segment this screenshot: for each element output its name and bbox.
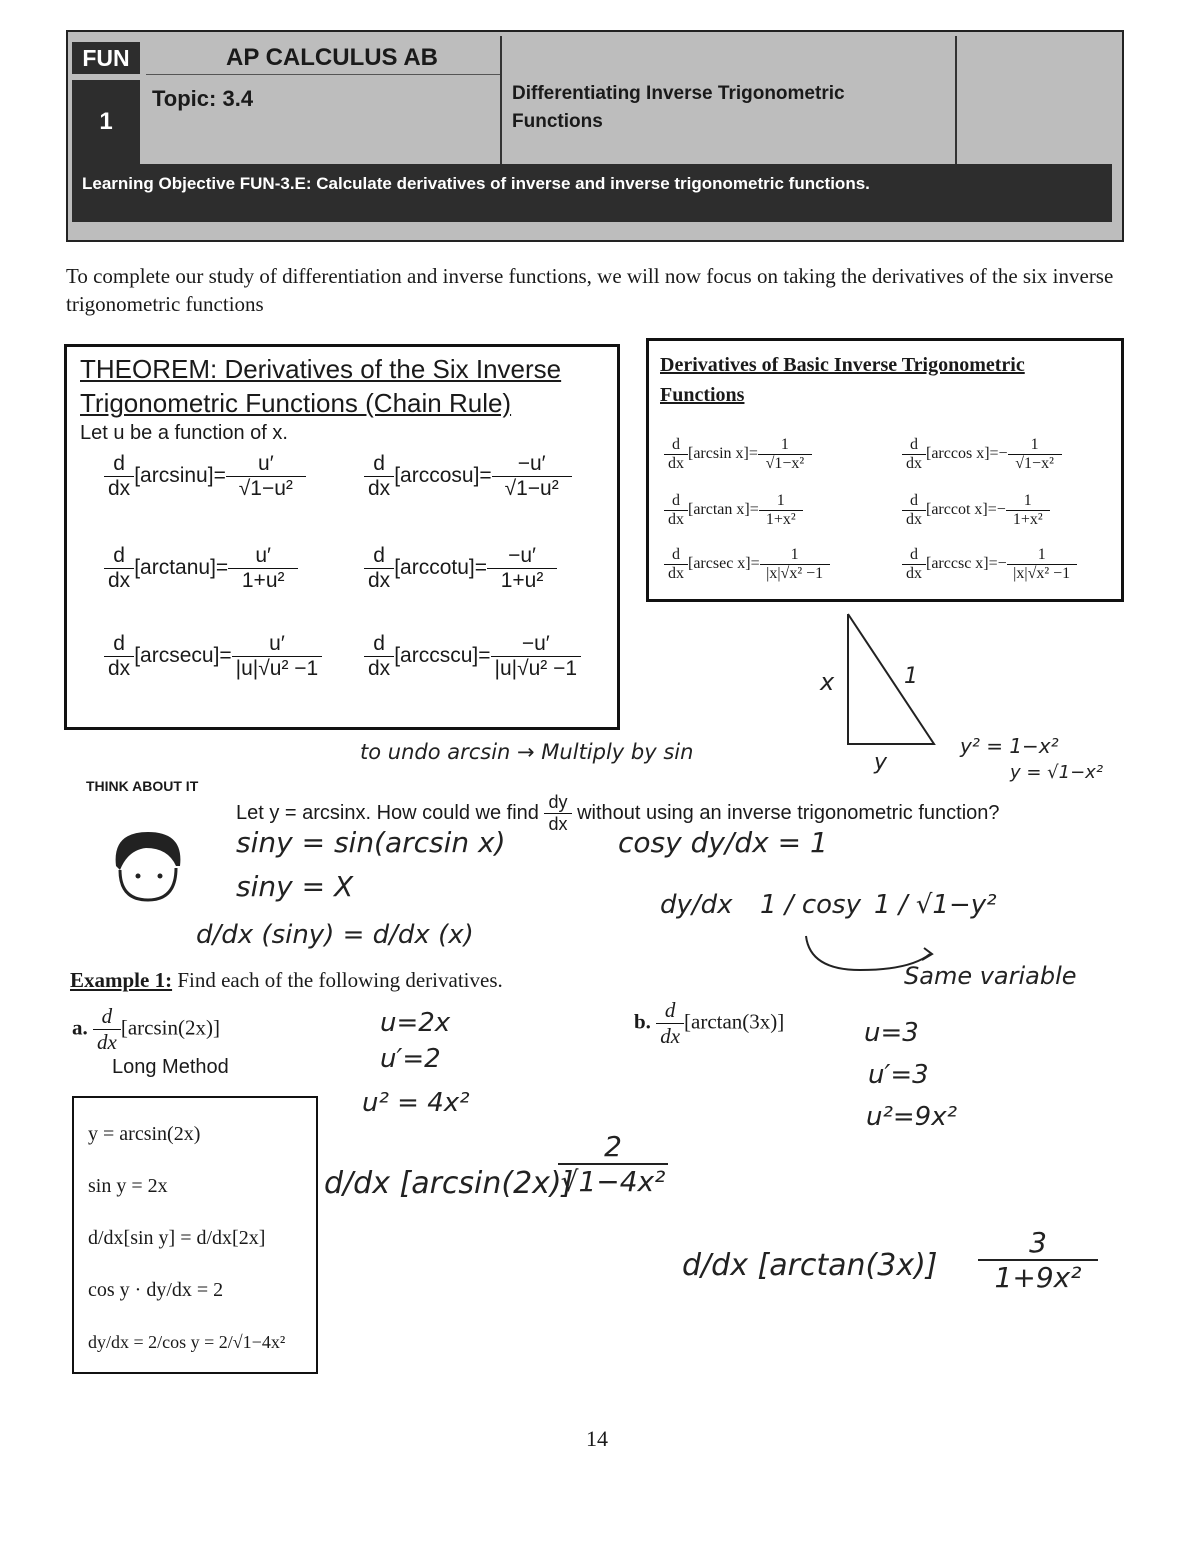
triangle-label-hyp: 1 — [904, 664, 918, 689]
formula-fn: arctan x — [693, 501, 745, 519]
basic-title-line: Derivatives of Basic Inverse Trigonometric — [660, 354, 1025, 376]
basic-formula: $\frac{d}{dx}$ [arcsin x]= $\frac{1}{\text{√1−x²}}$ — [664, 436, 812, 473]
theorem-formula: $\frac{d}{dx}$ [arccosu]= $\frac{-u'}{\text{√1−u²}}$ — [364, 452, 572, 501]
formula-den: |u|√u² −1 — [235, 657, 319, 680]
formula-den: √1−u² — [504, 477, 559, 500]
formula-den: 1+u² — [241, 569, 285, 592]
answer-den: √1−4x² — [560, 1165, 666, 1198]
header-divider — [500, 36, 502, 164]
unit-code-badge: FUN — [72, 42, 140, 74]
handwritten-work: dy/dx — [660, 890, 733, 920]
formula-den: √1−x² — [765, 455, 805, 472]
page-number: 14 — [586, 1426, 608, 1451]
handwritten-work: u² = 4x² — [362, 1088, 470, 1118]
handwritten-note: y² = 1−x² — [960, 734, 1059, 758]
question-text: Let y = arcsinx. How could we find — [236, 801, 539, 824]
handwritten-work: u=2x — [380, 1008, 451, 1038]
long-step: sin y = 2x — [88, 1175, 168, 1197]
formula-fn: arcsec x — [693, 555, 746, 573]
header-divider — [955, 36, 957, 164]
basic-formula: $\frac{d}{dx}$ [arccot x]=− $\frac{1}{\text{1+x²}}$ — [902, 492, 1050, 529]
lesson-title-line: Functions — [512, 111, 603, 132]
theorem-formula: $\frac{d}{dx}$ [arccotu]= $\frac{-u'}{\text{1+u²}}$ — [364, 544, 557, 593]
formula-den: √1−u² — [238, 477, 293, 500]
question-text: without using an inverse trigonometric function? — [577, 801, 1000, 824]
example-label: Example 1: — [70, 968, 173, 992]
theorem-formula: $\frac{d}{dx}$ [arcsecu]= $\frac{u'}{\text{|u|√u² −1}}$ — [104, 632, 322, 681]
course-title: AP CALCULUS AB — [226, 44, 439, 71]
question-dx: dx — [548, 814, 568, 834]
example-a-label: a. — [72, 1015, 88, 1040]
question-dy: dy — [544, 792, 571, 814]
unit-number-badge: 1 — [72, 80, 140, 164]
formula-fn: arcsecu — [140, 644, 214, 668]
formula-den: 1+x² — [1012, 511, 1043, 528]
example-b-expr: arctan(3x) — [691, 1009, 778, 1034]
theorem-formula: $\frac{d}{dx}$ [arcsinu]= $\frac{u'}{\text{√1−u²}}$ — [104, 452, 306, 501]
basic-derivatives-title — [660, 350, 1110, 410]
long-step: cos y · dy/dx = 2 — [88, 1279, 224, 1301]
formula-den: √1−x² — [1015, 455, 1054, 472]
formula-den: |x|√x² −1 — [1013, 565, 1071, 582]
formula-num: u′ — [232, 632, 323, 657]
handwritten-work: u=3 — [864, 1018, 919, 1048]
formula-num: 1 — [1007, 546, 1077, 565]
handwritten-work: 1 / √1−y² — [874, 890, 997, 920]
right-triangle-sketch — [830, 606, 950, 756]
formula-num: −u′ — [491, 632, 582, 657]
formula-fn: arctanu — [140, 556, 211, 580]
handwritten-answer-a: d/dx [arcsin(2x)] — [324, 1166, 574, 1201]
formula-sign: − — [998, 445, 1008, 463]
triangle-label-x: x — [820, 668, 835, 696]
long-method-label: Long Method — [112, 1056, 229, 1078]
handwritten-answer-b-frac — [978, 1226, 1098, 1294]
theorem-title-line: Trigonometric Functions (Chain Rule) — [80, 388, 512, 418]
example-a-expr: arcsin(2x) — [127, 1015, 213, 1040]
basic-formula: $\frac{d}{dx}$ [arcsec x]= $\frac{1}{\text{|x|√x² −1}}$ — [664, 546, 830, 583]
handwritten-work: u²=9x² — [866, 1102, 958, 1132]
handwritten-work: siny = sin(arcsin x) — [236, 826, 506, 859]
formula-num: −u′ — [487, 544, 557, 569]
long-step: y = arcsin(2x) — [88, 1123, 201, 1145]
formula-num: u′ — [226, 452, 306, 477]
example-a: a. $\frac{d}{dx}$ [arcsin(2x)] — [72, 1004, 220, 1054]
intro-paragraph: To complete our study of differentiation and inverse functions, we will now focus on taking the derivatives of the six inverse trigonometric functions — [66, 264, 1114, 316]
formula-den: 1+u² — [500, 569, 544, 592]
example-text: Find each of the following derivatives. — [177, 968, 503, 992]
handwritten-note: y = √1−x² — [1010, 762, 1104, 783]
answer-den: 1+9x² — [994, 1261, 1082, 1294]
formula-fn: arcsinu — [140, 464, 208, 488]
formula-den: |u|√u² −1 — [494, 657, 578, 680]
theorem-formula: $\frac{d}{dx}$ [arctanu]= $\frac{u'}{\text{1+u²}}$ — [104, 544, 298, 593]
formula-num: 1 — [1006, 492, 1050, 511]
topic-label: Topic: 3.4 — [152, 86, 254, 111]
handwritten-work: d/dx (siny) = d/dx (x) — [196, 920, 474, 950]
theorem-title — [80, 352, 600, 420]
arrow-icon — [800, 930, 950, 980]
basic-title-line: Functions — [660, 384, 745, 406]
lesson-title-line: Differentiating Inverse Trigonometric — [512, 83, 845, 104]
formula-fn: arccscu — [400, 644, 473, 668]
handwritten-note: Same variable — [904, 962, 1077, 990]
formula-num: 1 — [758, 436, 812, 455]
basic-formula: $\frac{d}{dx}$ [arccos x]=− $\frac{1}{\text{√1−x²}}$ — [902, 436, 1062, 473]
formula-num: u′ — [228, 544, 298, 569]
face-icon — [108, 826, 188, 906]
formula-num: 1 — [759, 492, 803, 511]
answer-num: 3 — [978, 1226, 1098, 1261]
handwritten-work: siny = X — [236, 870, 354, 903]
handwritten-work: cosy dy/dx = 1 — [618, 826, 828, 859]
header-divider — [146, 74, 501, 75]
handwritten-answer-b: d/dx [arctan(3x)] — [682, 1248, 938, 1283]
formula-den: |x|√x² −1 — [766, 565, 824, 582]
handwritten-answer-a-frac — [558, 1130, 668, 1198]
long-step: d/dx[sin y] = d/dx[2x] — [88, 1227, 266, 1249]
handwritten-work: u′=3 — [868, 1060, 929, 1090]
lesson-title — [512, 80, 892, 136]
example-heading — [70, 968, 503, 993]
formula-num: 1 — [1008, 436, 1062, 455]
long-step: dy/dx = 2/cos y = 2/√1−4x² — [88, 1332, 286, 1352]
handwritten-note: to undo arcsin → Multiply by sin — [360, 740, 694, 764]
answer-num: 2 — [558, 1130, 668, 1165]
formula-fn: arcsin x — [693, 445, 744, 463]
handwritten-work: u′=2 — [380, 1044, 441, 1074]
handwritten-work: 1 / cosy — [760, 890, 861, 920]
formula-fn: arccot x — [931, 501, 983, 519]
long-method-steps — [88, 1108, 285, 1368]
theorem-formula: $\frac{d}{dx}$ [arccscu]= $\frac{-u'}{\text{|u|√u² −1}}$ — [364, 632, 581, 681]
formula-sign: − — [996, 501, 1006, 519]
formula-num: −u′ — [492, 452, 572, 477]
basic-formula: $\frac{d}{dx}$ [arccsc x]=− $\frac{1}{\text{|x|√x² −1}}$ — [902, 546, 1077, 583]
formula-num: 1 — [760, 546, 830, 565]
formula-den: 1+x² — [765, 511, 796, 528]
formula-sign: − — [997, 555, 1007, 573]
formula-fn: arccosu — [400, 464, 474, 488]
formula-fn: arccotu — [400, 556, 469, 580]
example-b: b. $\frac{d}{dx}$ [arctan(3x)] — [634, 998, 785, 1048]
triangle-label-y: y — [874, 750, 888, 775]
formula-fn: arccos x — [931, 445, 985, 463]
theorem-title-line: THEOREM: Derivatives of the Six Inverse — [80, 354, 562, 384]
theorem-let: Let u be a function of x. — [80, 422, 288, 444]
formula-fn: arccsc x — [931, 555, 984, 573]
example-b-label: b. — [634, 1009, 651, 1034]
basic-formula: $\frac{d}{dx}$ [arctan x]= $\frac{1}{\text{1+x²}}$ — [664, 492, 803, 529]
learning-objective: Learning Objective FUN-3.E: Calculate derivatives of inverse and inverse trigonometric functions. — [72, 164, 1112, 222]
think-label: THINK ABOUT IT — [86, 778, 199, 794]
